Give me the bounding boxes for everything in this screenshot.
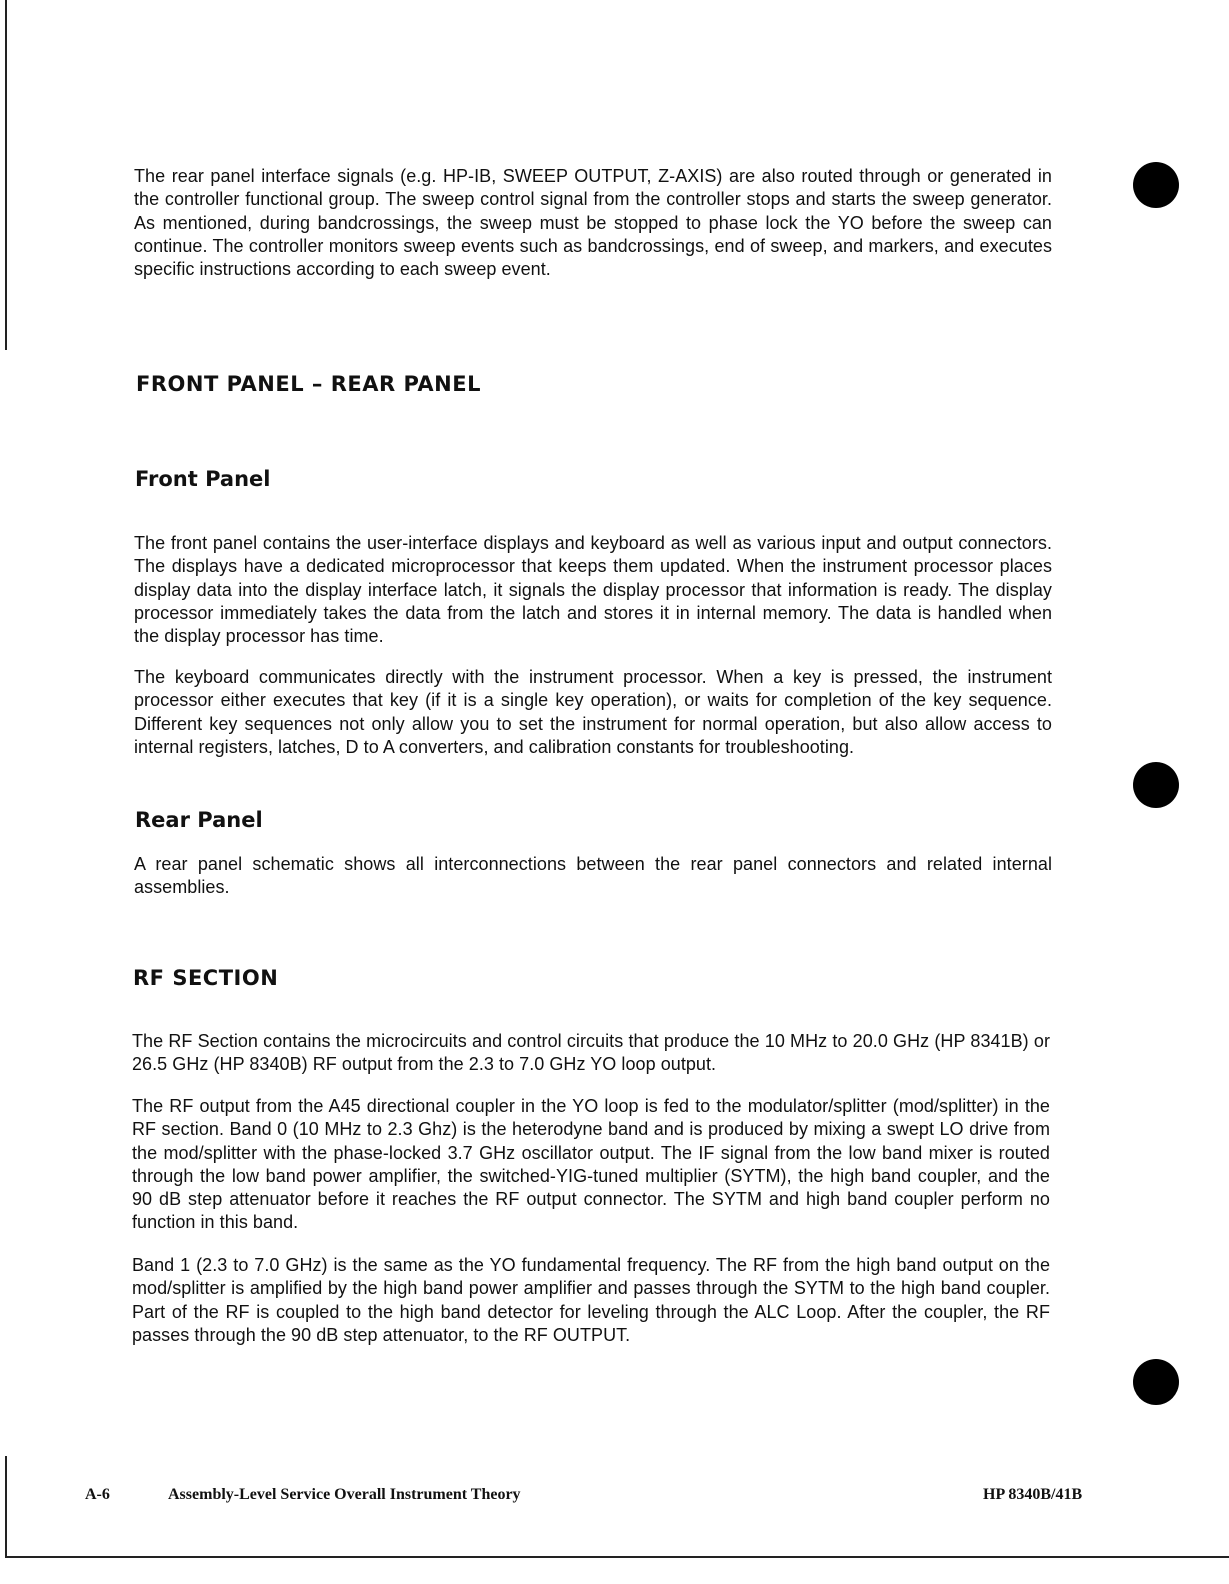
paragraph-intro: The rear panel interface signals (e.g. HP-IB, SWEEP OUTPUT, Z-AXIS) are also routed through or generated in the controller functional group. The sweep control signal from the controller stops and starts the sweep generator. As mentioned, during bandcrossings, the sweep must be stopped to phase lock the YO before the sweep can continue. The controller monitors sweep events such as bandcrossings, end of sweep, and markers, and executes specific instructions according to each sweep event. xyxy=(134,166,1052,280)
binder-hole-bottom xyxy=(1133,1359,1179,1405)
paragraph-rf-2: The RF output from the A45 directional coupler in the YO loop is fed to the modulator/splitter (mod/splitter) in the RF section. Band 0 (10 MHz to 2.3 Ghz) is the heterodyne band and is produced by mixing a swept LO drive from the mod/splitter with the phase-locked 3.7 GHz oscillator output. The IF signal from the low band mixer is routed through the low band power amplifier, the switched-YIG-tuned multiplier (SYTM), the high band coupler, and the 90 dB step attenuator before it reaches the RF output connector. The SYTM and high band coupler perform no function in this band. xyxy=(132,1096,1050,1233)
heading-rear-panel: Rear Panel xyxy=(135,808,263,832)
footer-model: HP 8340B/41B xyxy=(983,1486,1083,1503)
heading-rf-section: RF SECTION xyxy=(133,966,279,990)
paragraph-front-panel-1: The front panel contains the user-interface displays and keyboard as well as various input and output connectors. The displays have a dedicated microprocessor that keeps them updated. When the instrument processor places display data into the display interface latch, it signals the display processor that information is ready. The display processor immediately takes the data from the latch and stores it in internal memory. The data is handled when the display processor has time. xyxy=(134,533,1052,647)
heading-front-panel: Front Panel xyxy=(135,467,271,491)
margin-rule-top xyxy=(5,0,7,350)
margin-rule-bottom xyxy=(5,1456,7,1558)
paragraph-rf-1: The RF Section contains the microcircuits and control circuits that produce the 10 MHz to 20.0 GHz (HP 8341B) or 26.5 GHz (HP 8340B) RF output from the 2.3 to 7.0 GHz YO loop output. xyxy=(132,1031,1050,1075)
heading-front-rear-panel: FRONT PANEL – REAR PANEL xyxy=(136,372,481,396)
bottom-rule xyxy=(7,1556,1229,1558)
footer-page-number: A-6 xyxy=(85,1486,110,1503)
footer-section-title: Assembly-Level Service Overall Instrument Theory xyxy=(168,1486,521,1503)
binder-hole-top xyxy=(1133,162,1179,208)
paragraph-rear-panel: A rear panel schematic shows all interconnections between the rear panel connectors and related internal assemblies. xyxy=(134,854,1052,898)
paragraph-front-panel-2: The keyboard communicates directly with the instrument processor. When a key is pressed, the instrument processor either executes that key (if it is a single key operation), or waits for completion of the key sequence. Different key sequences not only allow you to set the instrument for normal operation, but also allow access to internal registers, latches, D to A converters, and calibration constants for troubleshooting. xyxy=(134,667,1052,757)
paragraph-rf-3: Band 1 (2.3 to 7.0 GHz) is the same as the YO fundamental frequency. The RF from the high band output on the mod/splitter is amplified by the high band power amplifier and passes through the SYTM to the high band coupler. Part of the RF is coupled to the high band detector for leveling through the ALC Loop. After the coupler, the RF passes through the 90 dB step attenuator, to the RF OUTPUT. xyxy=(132,1255,1050,1345)
binder-hole-middle xyxy=(1133,762,1179,808)
